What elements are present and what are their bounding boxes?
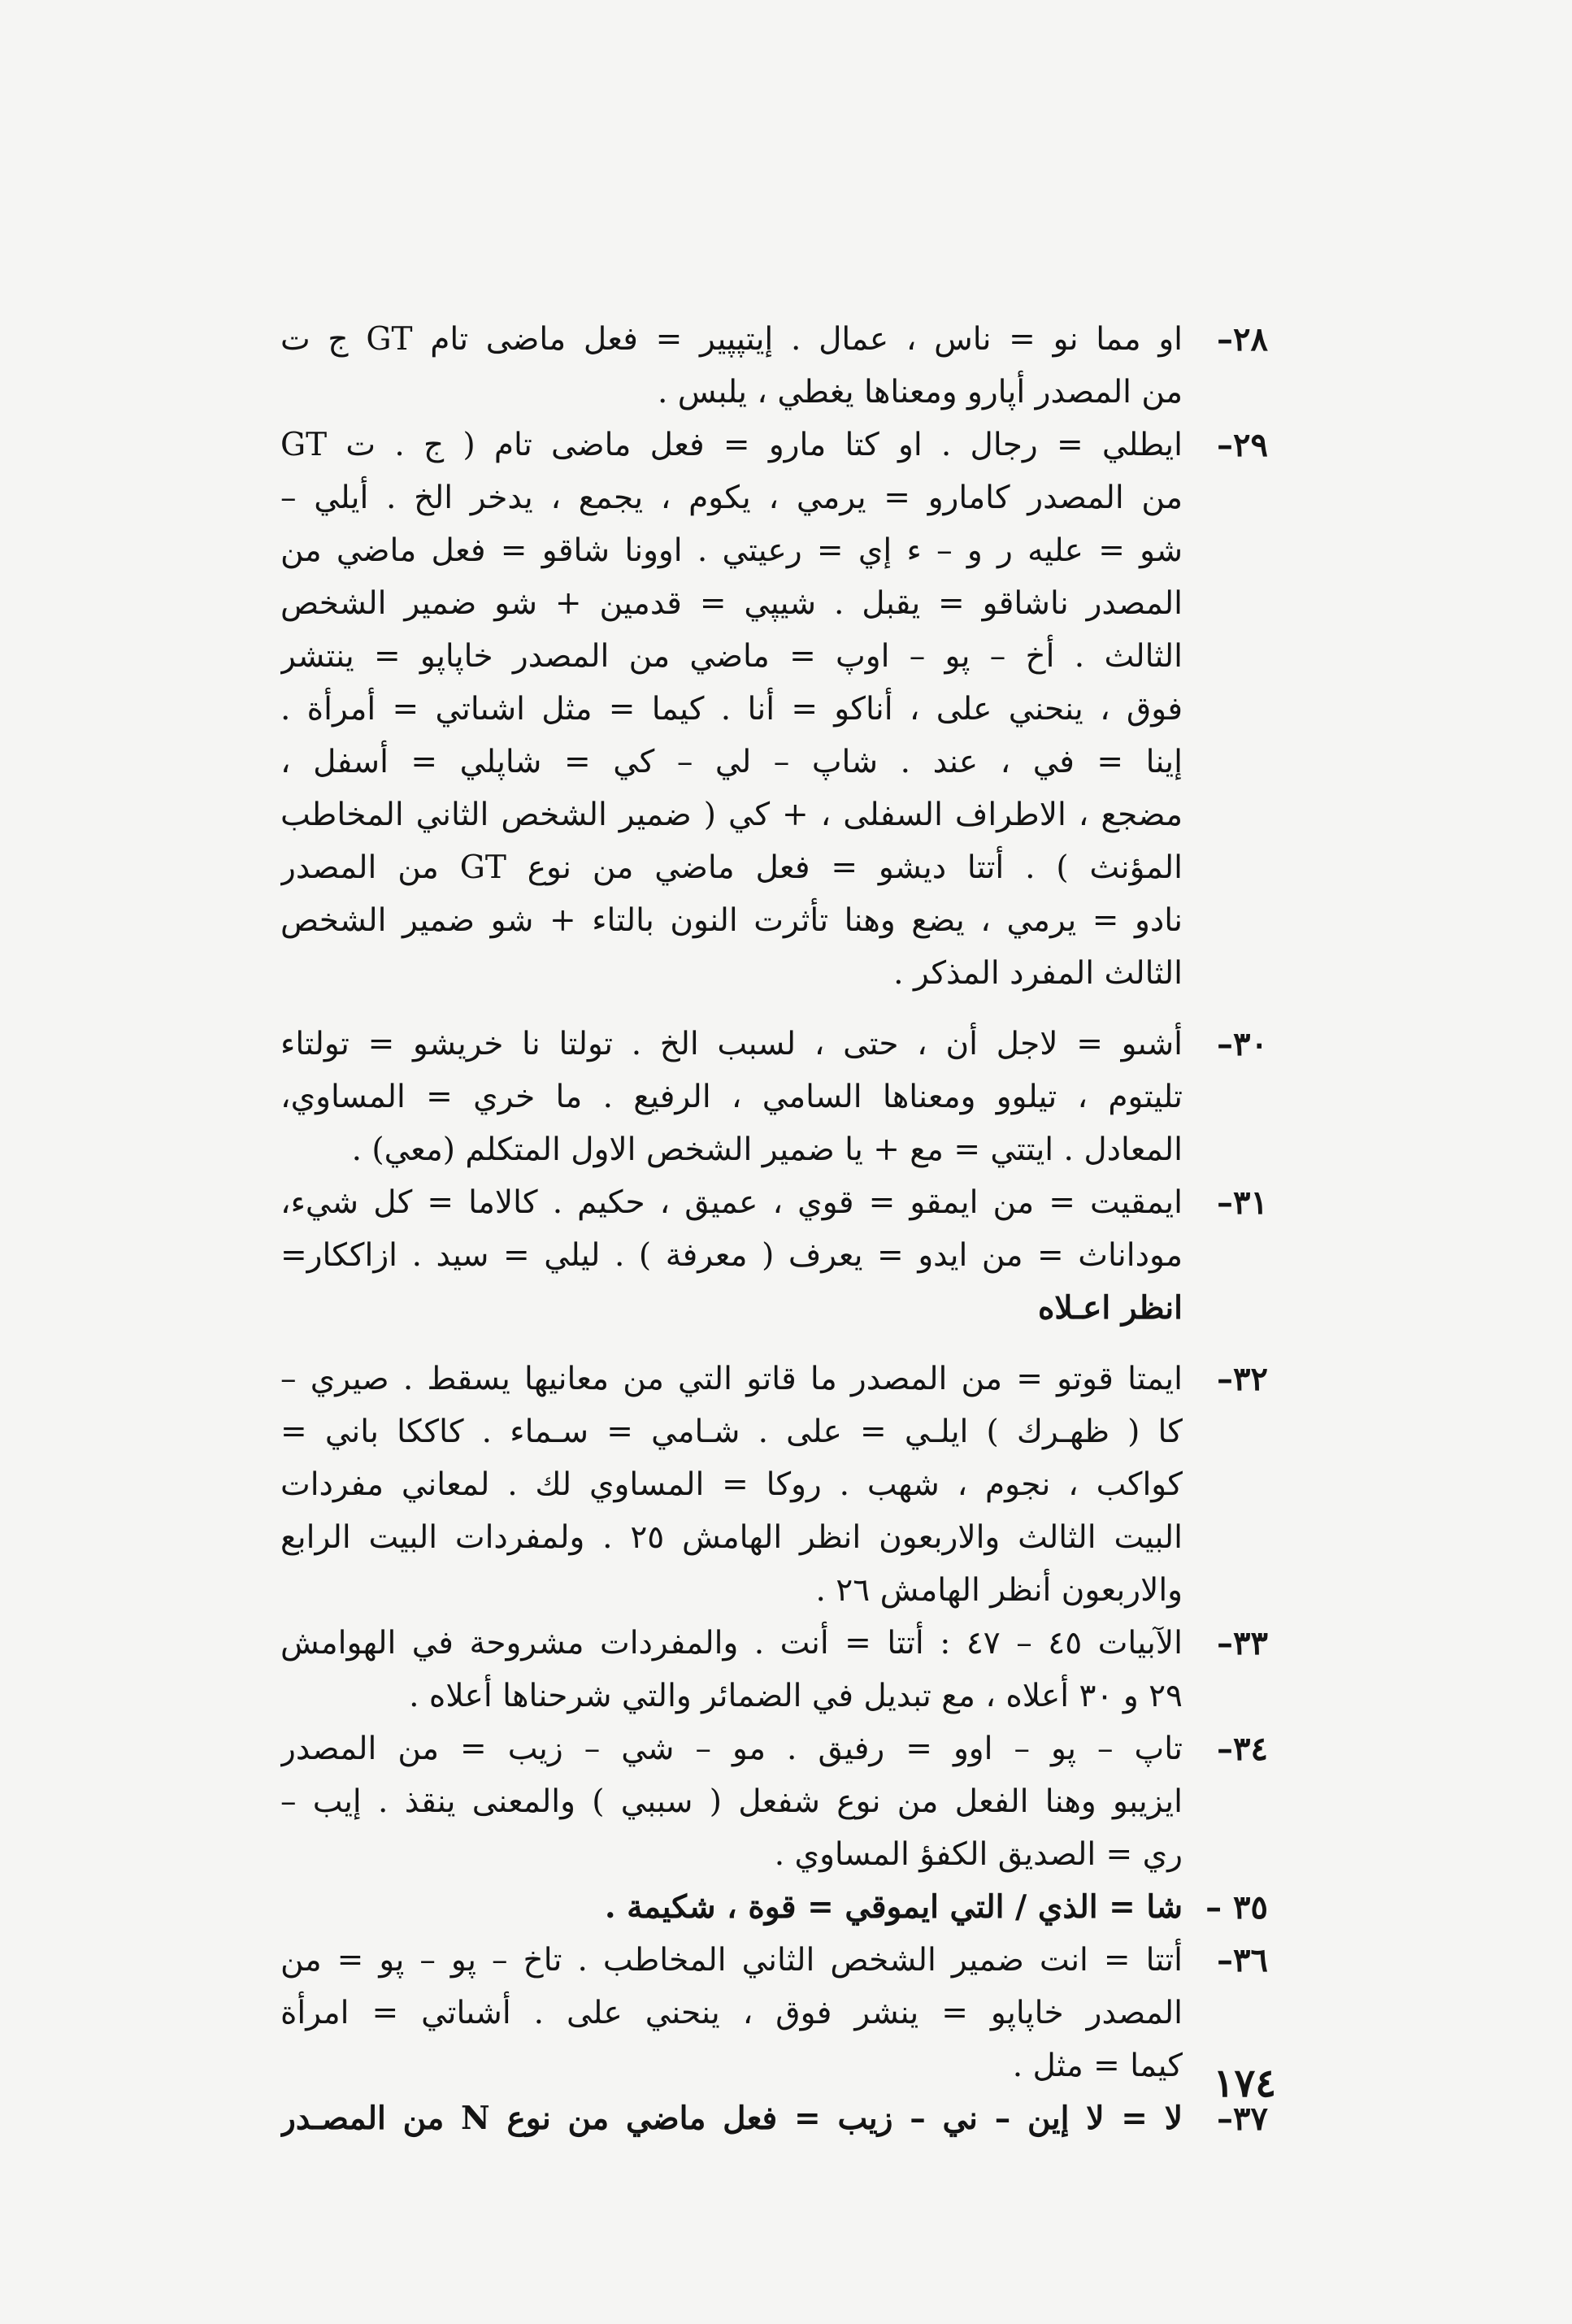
footnote-number: ٣٠– (1217, 1025, 1268, 1063)
footnote-line: موداناث = من ايدو = يعرف ( معرفة ) . ليلي = سيد . ازاككار= (280, 1237, 1183, 1274)
footnote-line: المصدر ناشاقو = يقبل . شيپي = قدمين + شو ضمير الشخص (280, 585, 1183, 622)
footnote-number: ٣٤– (1217, 1730, 1268, 1768)
footnote-line: ٢٩ و ٣٠ أعلاه ، مع تبديل في الضمائر والتي شرحناها أعلاه . (409, 1678, 1183, 1714)
footnote-number: ٣٦– (1217, 1941, 1268, 1979)
footnote-line: ايمقيت = من ايمقو = قوي ، عميق ، حكيم . كالاما = كل شيء، (280, 1184, 1183, 1221)
footnote-line: كا ( ظهـرك ) ايلـي = على . شـامي = سـماء . كاككا باني = (280, 1414, 1183, 1450)
footnote-line: ايطلي = رجال . او كتا مارو = فعل ماضى تام ( ج . ت GT (280, 427, 1183, 463)
footnote-number: ٣١– (1217, 1184, 1268, 1222)
footnote-32 (280, 1353, 1268, 1617)
footnote-number: ٣٥ – (1205, 1888, 1268, 1927)
footnote-37 (280, 2092, 1268, 2145)
footnote-line: من المصدر كامارو = يرمي ، يكوم ، يجمع ، يدخر الخ . أيلي – (280, 480, 1183, 516)
footnote-line: الآبيات ٤٥ – ٤٧ : أتتا = أنت . والمفردات مشروحة في الهوامش (280, 1625, 1183, 1662)
footnote-line: إينا = في ، عند . شاپ – لي – كي = شاپلي = أسفل ، (280, 744, 1183, 780)
footnote-line: الثالث المفرد المذكر . (893, 955, 1183, 992)
footnote-line: انظر اعـلاه (1037, 1289, 1183, 1327)
footnote-36 (280, 1934, 1268, 2092)
footnote-31 (280, 1176, 1268, 1335)
footnote-number: ٢٨– (1217, 320, 1268, 358)
footnote-line: ايمتا قوتو = من المصدر ما قاتو التي من معانيها يسقط . صيري – (280, 1361, 1183, 1397)
footnote-line: المصدر خاپاپو = ينشر فوق ، ينحني على . أشىاتي = امرأة (280, 1995, 1183, 2031)
footnote-line: أتتا = انت ضمير الشخص الثاني المخاطب . تاخ – پو – پو = من (280, 1942, 1183, 1979)
footnote-line: ايزيبو وهنا الفعل من نوع شفعل ( سببي ) والمعنى ينقذ . إيب – (280, 1783, 1183, 1820)
footnote-line: من المصدر أپارو ومعناها يغطي ، يلبس . (657, 374, 1183, 411)
footnote-number: ٢٩– (1217, 426, 1268, 464)
footnote-34 (280, 1722, 1268, 1881)
footnote-line: كيما = مثل . (1012, 2048, 1183, 2084)
footnote-line: المعادل . ايتتي = مع + يا ضمير الشخص الاول المتكلم (معي) . (351, 1132, 1183, 1168)
footnote-line: كواكب ، نجوم ، شهب . روكا = المساوي لك . لمعاني مفردات (280, 1466, 1183, 1503)
footnote-line: تاپ – پو – اوو = رفيق . مو – شي – زيب = من المصدر (280, 1731, 1183, 1767)
footnote-line: او مما نو = ناس ، عمال . إيتپپير = فعل ماضى تام GT ج ت (280, 321, 1183, 358)
footnote-line: البيت الثالث والاربعون انظر الهامش ٢٥ . ولمفردات البيت الرابع (280, 1519, 1183, 1556)
footnote-line: لا = لا إين – ني – زيب = فعل ماضي من نوع N من المصـدر (280, 2100, 1183, 2137)
footnote-number: ٣٣– (1217, 1624, 1268, 1662)
footnote-30 (280, 1018, 1268, 1176)
footnote-line: تليتوم ، تيلوو ومعناها السامي ، الرفيع . ما خري = المساوي، (280, 1079, 1183, 1115)
footnotes-list (280, 313, 1268, 2145)
footnote-line: ري = الصديق الكفؤ المساوي . (774, 1836, 1183, 1873)
footnote-line: مضجع ، الاطراف السفلى ، + كي ( ضمير الشخص الثاني المخاطب (280, 797, 1183, 833)
footnote-number: ٣٧– (1217, 2100, 1268, 2138)
footnote-line: أشىو = لاجل أن ، حتى ، لسبب الخ . تولتا نا خريشو = تولتاء (280, 1026, 1183, 1062)
footnote-number: ٣٢– (1217, 1360, 1268, 1398)
footnote-line: الثالث . أخ – پو – اوپ = ماضي من المصدر خاپاپو = ينتشر (280, 638, 1183, 675)
footnote-line: فوق ، ينحني على ، أناكو = أنا . كيما = مثل اشىاتي = أمرأة . (280, 691, 1183, 728)
footnote-line: والاربعون أنظر الهامش ٢٦ . (815, 1572, 1183, 1609)
footnote-33 (280, 1617, 1268, 1722)
footnote-28 (280, 313, 1268, 419)
footnote-29 (280, 419, 1268, 1000)
footnote-line: نادو = يرمي ، يضع وهنا تأثرت النون بالتاء + شو ضمير الشخص (280, 902, 1183, 939)
footnote-line: شا = الذي / التي ايموقي = قوة ، شكيمة . (604, 1888, 1183, 1926)
footnote-35 (280, 1881, 1268, 1934)
page-number: ١٧٤ (1213, 2061, 1276, 2106)
footnote-line: شو = عليه ر و – ء إي = رعيتي . اوونا شاقو = فعل ماضي من (280, 532, 1183, 569)
footnote-line: المؤنث ) . أتتا ديشو = فعل ماضي من نوع GT من المصدر (280, 849, 1183, 886)
